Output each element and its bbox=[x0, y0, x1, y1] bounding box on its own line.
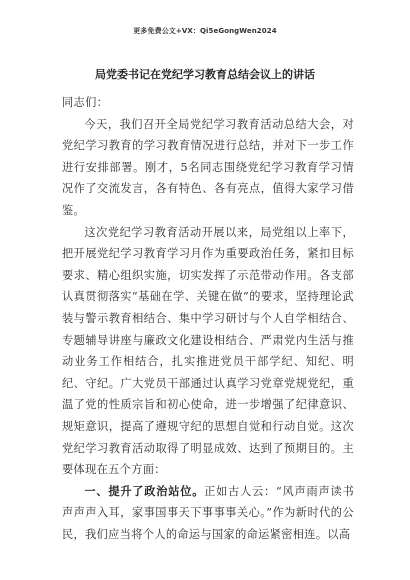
paragraph-summary: 这次党纪学习教育活动开展以来，局党组以上率下，把开展党纪学习教育学习月作为重要政治任务，紧扣目标要求、精心组织实施，切实发挥了示范带动作用。各支部认真贯彻落实“基础在学、关键在做”的要求，坚持理论武装与警示教育相结合、集中学习研讨与个人自学相结合、专题辅导讲座与廉政文化建设相结合、严肃党内生活与推动业务工作相结合，扎实推进党员干部学纪、知纪、明纪、守纪。广大党员干部通过认真学习党章党规党纪，重温了党的性质宗旨和初心使命，进一步增强了纪律意识、规矩意识，提高了遵规守纪的思想自觉和行动自觉。这次党纪学习教育活动取得了明显成效、达到了预期目的。主要体现在五个方面： bbox=[62, 225, 354, 477]
document-body bbox=[62, 92, 354, 545]
salutation: 同志们： bbox=[62, 96, 109, 109]
section-1-heading: 一、提升了政治站位。 bbox=[84, 484, 205, 498]
document-title: 局党委书记在党纪学习教育总结会议上的讲话 bbox=[95, 68, 315, 81]
header-note: 更多免费公文+VX：Qi5eGongWen2024 bbox=[133, 27, 277, 35]
paragraph-opening: 今天，我们召开全局党纪学习教育活动总结大会，对党纪学习教育的学习教育情况进行总结，并对下一步工作进行安排部署。刚才，5名同志围绕党纪学习教育学习情况作了交流发言，各有特色、各有亮点，值得大家学习借鉴。 bbox=[62, 117, 354, 217]
section-1-text: 正如古人云：“风声雨声读书声声声入耳，家事国事天下事事事关心。”作为新时代的公民，我们应当将个人的命运与国家的命运紧密相连。以高 bbox=[62, 484, 354, 541]
section-1-paragraph bbox=[62, 481, 354, 546]
